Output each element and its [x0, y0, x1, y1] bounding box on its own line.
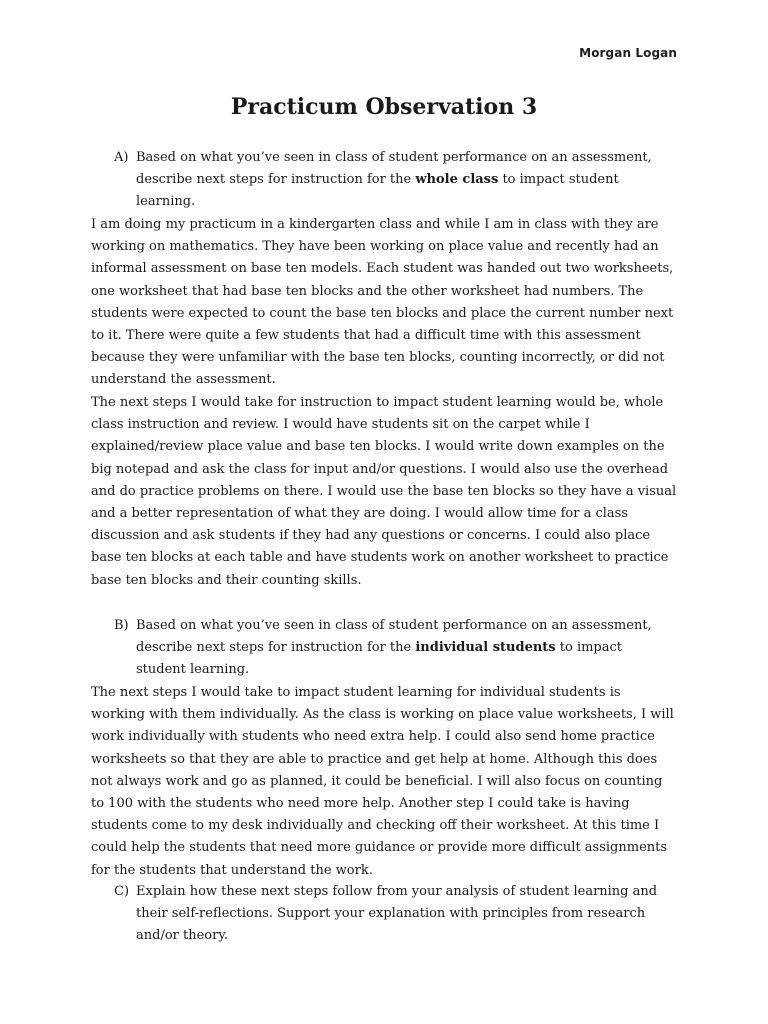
question-c-text: Explain how these next steps follow from your analysis of student learning and their self-reflections. Support your explanation with principles from research and/or theory.: [136, 884, 658, 943]
question-c-marker: C): [114, 884, 130, 899]
question-a-text-after: to impact student learning.: [136, 172, 619, 209]
question-a-text: [136, 147, 674, 213]
question-b-text: [136, 615, 674, 681]
question-b: [114, 615, 674, 681]
document-title: Practicum Observation 3: [230, 94, 538, 120]
question-a: [114, 147, 674, 213]
paragraph-1: I am doing my practicum in a kindergarten class and while I am in class with they are working on mathematics. They have been working on place value and recently had an informal assessment on base ten models. Each student was handed out two worksheets, one worksheet that had base ten blocks and the other worksheet had numbers. The students were expected to count the base ten blocks and place the current number next to it. There were quite a few students that had a difficult time with this assessment because they were unfamiliar with the base ten blocks, counting incorrectly, or did not understand the assessment.: [91, 217, 674, 388]
paragraph-2: The next steps I would take for instruction to impact student learning would be, whole class instruction and review. I would have students sit on the carpet while I explained/review place value and base ten blocks. I would write down examples on the big notepad and ask the class for input and/or questions. I would also use the overhead and do practice problems on there. I would use the base ten blocks so they have a visual and a better representation of what they are doing. I would allow time for a class discussion and ask students if they had any questions or concerns. I could also place base ten blocks at each table and have students work on another worksheet to practice base ten blocks and their counting skills.: [91, 395, 677, 588]
author-name: Morgan Logan: [579, 46, 677, 60]
paragraph-3: The next steps I would take to impact student learning for individual students is working with them individually. As the class is working on place value worksheets, I will work individually with students who need extra help. I could also send home practice worksheets so that they are able to practice and get help at home. Although this does not always work and go as planned, it could be beneficial. I will also focus on counting to 100 with the students who need more help. Another step I could take is having students come to my desk individually and checking off their worksheet. At this time I could help the students that need more guidance or provide more difficult assignments for the students that understand the work.: [91, 685, 674, 878]
question-a-emphasis: whole class: [415, 172, 499, 187]
question-a-text-before: Based on what you’ve seen in class of student performance on an assessment, describe next steps for instruction for the: [136, 150, 652, 187]
question-a-marker: A): [114, 150, 129, 165]
question-b-marker: B): [114, 618, 129, 633]
question-b-emphasis: individual students: [415, 640, 556, 655]
question-b-text-after: to impact student learning.: [136, 640, 623, 677]
question-b-text-before: Based on what you’ve seen in class of student performance on an assessment, describe next steps for instruction for the: [136, 618, 652, 655]
question-c: [114, 881, 674, 947]
